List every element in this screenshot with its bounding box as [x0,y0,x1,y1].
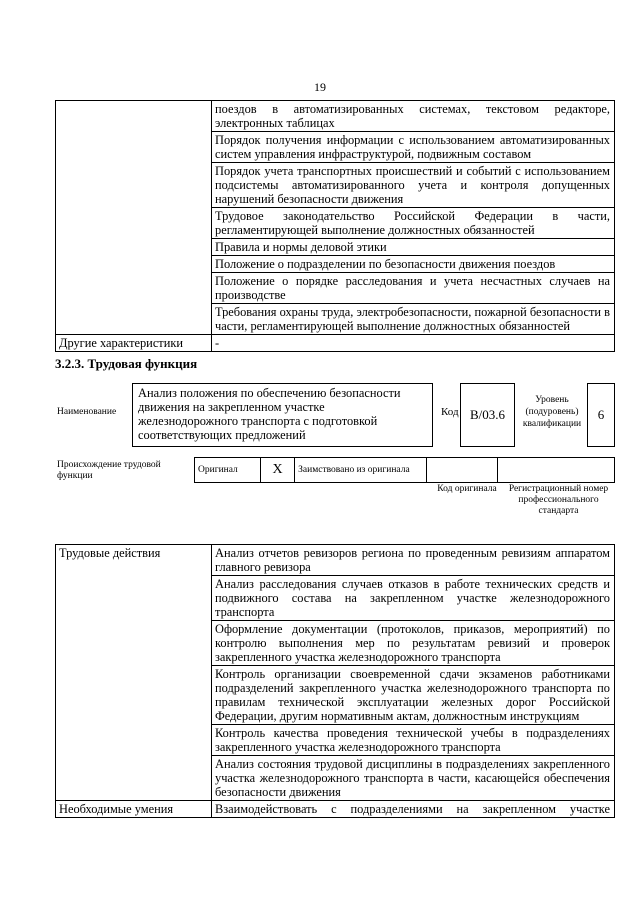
table-row [56,801,615,818]
table-cell: Порядок учета транспортных происшествий и событий с использованием подсистемы автоматизированного учета и контроля допущенных нарушений безопасности движения [212,163,615,208]
origin-label: Происхождение трудовой функции [57,460,161,481]
table-cell: Анализ расследования случаев отказов в работе технических средств и подвижного состава на закрепленном участке железнодорожного транспорта [212,576,615,621]
table-cell: Анализ отчетов ревизоров региона по проведенным ревизиям аппаратом главного ревизора [212,545,615,576]
table-cell: Требования охраны труда, электробезопасности, пожарной безопасности в части, регламентирующей выполнение должностных обязанностей [212,304,615,335]
table-row [56,101,615,132]
original-label: Оригинал [195,458,261,483]
table-cell-left: Необходимые умения [56,801,212,818]
table-row [56,545,615,576]
name-label: Наименование [57,407,117,417]
table-row [56,335,615,352]
table-cell: Контроль организации своевременной сдачи экзаменов работниками подразделений закрепленного участка железнодорожного транспорта по правилам технической эксплуатации железных дорог Российской Федерации, другим нормативным актам, должностным инструкциям [212,666,615,725]
borrowed-label: Заимствовано из оригинала [295,458,427,483]
table-cell: Положение о порядке расследования и учета несчастных случаев на производстве [212,273,615,304]
reg-number-cell [498,458,615,483]
labor-actions-table [55,544,615,818]
level-box: 6 [587,383,615,447]
origin-table [194,457,615,483]
code-original-caption: Код оригинала [437,484,497,494]
code-box: B/03.6 [460,383,515,447]
table-cell-left [56,101,212,335]
table-cell: Положение о подразделении по безопасности движения поездов [212,256,615,273]
table-cell: поездов в автоматизированных системах, текстовом редакторе, электронных таблицах [212,101,615,132]
table-cell: Контроль качества проведения технической учебы в подразделениях закрепленного участка железнодорожного транспорта [212,725,615,756]
knowledge-table [55,100,615,352]
section-title: 3.2.3. Трудовая функция [55,356,198,371]
table-cell: - [212,335,615,352]
table-cell: Порядок получения информации с использованием автоматизированных систем управления инфраструктурой, подвижным составом [212,132,615,163]
table-cell-left: Трудовые действия [56,545,212,801]
table-cell: Трудовое законодательство Российской Федерации в части, регламентирующей выполнение должностных обязанностей [212,208,615,239]
function-name-box: Анализ положения по обеспечению безопасности движения на закрепленном участке железнодорожного транспорта с подготовкой соответствующих предложений [132,383,433,447]
table-cell: Оформление документации (протоколов, приказов, мероприятий) по контролю выполнения мер по результатам ревизий и проверок закрепленного участка железнодорожного транспорта [212,621,615,666]
level-label: Уровень (подуровень) квалификации [522,395,582,429]
table-cell: Анализ состояния трудовой дисциплины в подразделениях закрепленного участка железнодорожного транспорта в части, касающейся обеспечения безопасности движения [212,756,615,801]
code-label: Код [441,406,459,418]
original-mark: X [261,458,295,483]
table-cell: Правила и нормы деловой этики [212,239,615,256]
page-number: 19 [314,80,326,94]
table-cell: Взаимодействовать с подразделениями на закрепленном участке [212,801,615,818]
code-original-cell [426,458,498,483]
reg-number-caption: Регистрационный номер профессионального стандарта [508,484,609,516]
table-cell-left: Другие характеристики [56,335,212,352]
